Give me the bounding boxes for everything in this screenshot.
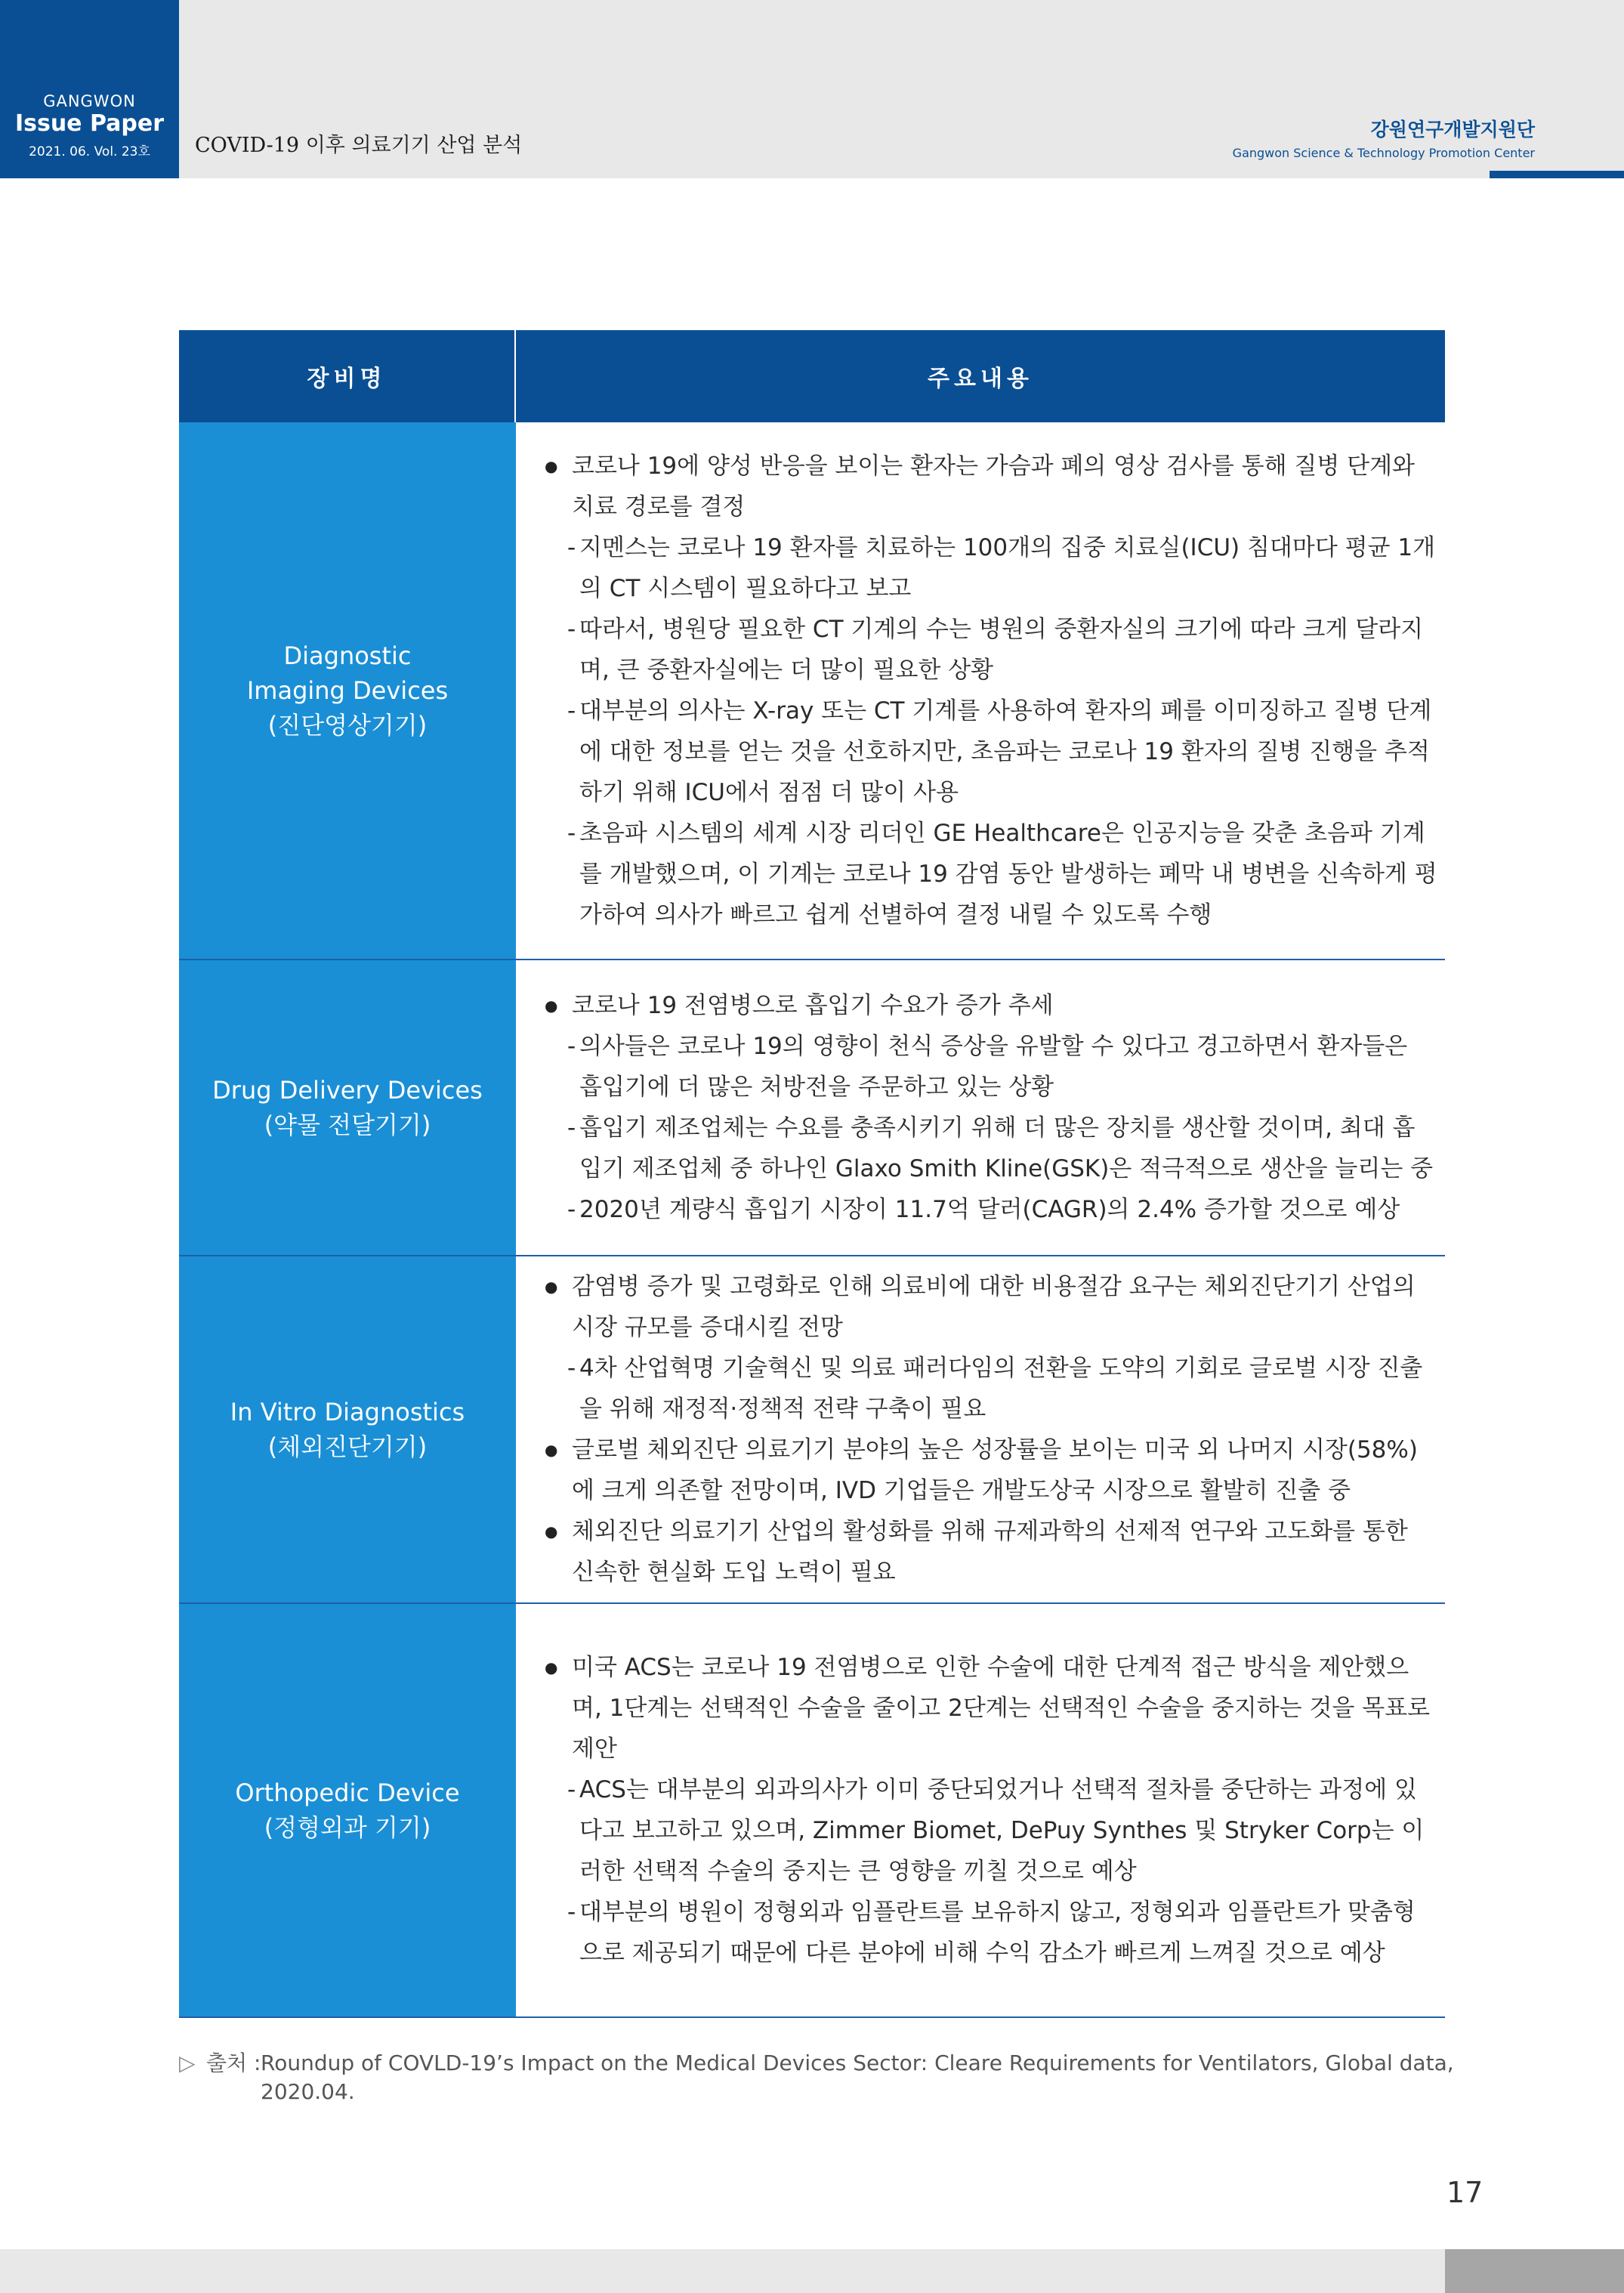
device-table <box>179 330 1445 2018</box>
sub-item: - 4차 산업혁명 기술혁신 및 의료 패러다임의 전환을 도약의 기회로 글로벌 시장 진출을 위해 재정적·정책적 전략 구축이 필요 <box>545 1348 1437 1429</box>
bullet-item: ● 미국 ACS는 코로나 19 전염병으로 인한 수술에 대한 단계적 접근 방식을 제안했으며, 1단계는 선택적인 수술을 줄이고 2단계는 선택적인 수술을 중지하는 것을 목표로 제안 <box>545 1647 1437 1769</box>
header-accent-bar <box>1490 171 1624 178</box>
bullet-item: ● 감염병 증가 및 고령화로 인해 의료비에 대한 비용절감 요구는 체외진단기기 산업의 시장 규모를 증대시킬 전망 <box>545 1266 1437 1348</box>
device-name-cell <box>179 1604 516 2016</box>
device-name-line: Orthopedic Device <box>235 1778 460 1807</box>
sub-item: - 초음파 시스템의 세계 시장 리더인 GE Healthcare은 인공지능을 갖춘 초음파 기계를 개발했으며, 이 기계는 코로나 19 감염 동안 발생하는 폐막 내 병변을 신속하게 평가하여 의사가 빠르고 쉽게 선별하여 결정 내릴 수 있도록 수행 <box>545 813 1437 935</box>
source-text: Roundup of COVLD-19’s Impact on the Medical Devices Sector: Cleare Requirements for Ventilators, Global data, 2020.04. <box>261 2050 1454 2104</box>
source-note <box>179 2049 1463 2106</box>
device-name-line: Drug Delivery Devices <box>212 1076 483 1105</box>
column-header-device: 장비명 <box>179 330 516 422</box>
sub-item: - 따라서, 병원당 필요한 CT 기계의 수는 병원의 중환자실의 크기에 따라 크게 달라지며, 큰 중환자실에는 더 많이 필요한 상황 <box>545 609 1437 691</box>
organization-name: 강원연구개발지원단 <box>1370 119 1535 141</box>
device-name-line: Imaging Devices <box>246 676 449 705</box>
column-header-content: 주요내용 <box>928 366 1033 392</box>
device-name-cell <box>179 422 516 959</box>
device-name-line: (약물 전달기기) <box>264 1111 431 1139</box>
sub-item: - 흡입기 제조업체는 수요를 충족시키기 위해 더 많은 장치를 생산할 것이며, 최대 흡입기 제조업체 중 하나인 Glaxo Smith Kline(GSK)은 적극적으로 생산을 늘리는 중 <box>545 1108 1437 1189</box>
bullet-item: ● 코로나 19에 양성 반응을 보이는 환자는 가슴과 폐의 영상 검사를 통해 질병 단계와 치료 경로를 결정 <box>545 446 1437 527</box>
table-row <box>179 422 1445 960</box>
device-name-line: (체외진단기기) <box>267 1432 428 1461</box>
badge-title: Issue Paper <box>14 110 165 137</box>
sub-item: - 대부분의 의사는 X-ray 또는 CT 기계를 사용하여 환자의 폐를 이미징하고 질병 단계에 대한 정보를 얻는 것을 선호하지만, 초음파는 코로나 19 환자의 질병 진행을 추적하기 위해 ICU에서 점점 더 많이 사용 <box>545 691 1437 813</box>
content-cell <box>516 1256 1445 1602</box>
content-cell <box>516 1604 1445 2016</box>
badge-region: GANGWON <box>43 92 136 110</box>
device-name-line: (정형외과 기기) <box>264 1813 431 1842</box>
source-label: 출처 : <box>206 2050 261 2075</box>
document-title: COVID-19 이후 의료기기 산업 분석 <box>195 134 523 157</box>
table-row <box>179 960 1445 1256</box>
content-cell <box>516 422 1445 959</box>
table-row <box>179 1604 1445 2018</box>
device-name-cell <box>179 1256 516 1602</box>
device-name-cell <box>179 960 516 1255</box>
footer-bar-accent <box>1445 2249 1624 2293</box>
triangle-marker-icon: ▷ <box>179 2050 196 2075</box>
badge-issue: 2021. 06. Vol. 23호 <box>29 144 150 159</box>
table-row <box>179 1256 1445 1604</box>
bullet-item: ● 코로나 19 전염병으로 흡입기 수요가 증가 추세 <box>545 985 1437 1026</box>
device-name-line: In Vitro Diagnostics <box>230 1398 465 1426</box>
sub-item: - 2020년 계량식 흡입기 시장이 11.7억 달러(CAGR)의 2.4% 증가할 것으로 예상 <box>545 1189 1437 1230</box>
page-number: 17 <box>1446 2176 1484 2209</box>
device-name-line: Diagnostic <box>283 641 412 670</box>
sub-item: - 대부분의 병원이 정형외과 임플란트를 보유하지 않고, 정형외과 임플란트가 맞춤형으로 제공되기 때문에 다른 분야에 비해 수익 감소가 빠르게 느껴질 것으로 예상 <box>545 1892 1437 1973</box>
bullet-item: ● 체외진단 의료기기 산업의 활성화를 위해 규제과학의 선제적 연구와 고도화를 통한 신속한 현실화 도입 노력이 필요 <box>545 1511 1437 1593</box>
issue-paper-badge <box>0 0 179 178</box>
organization-name-en: Gangwon Science & Technology Promotion Center <box>1232 146 1535 160</box>
content-cell <box>516 960 1445 1255</box>
footer-bar <box>0 2249 1445 2293</box>
sub-item: - ACS는 대부분의 외과의사가 이미 중단되었거나 선택적 절차를 중단하는 과정에 있다고 보고하고 있으며, Zimmer Biomet, DePuy Synthes 및 Stryker Corp는 이러한 선택적 수술의 중지는 큰 영향을 끼칠 것으로 예상 <box>545 1769 1437 1892</box>
table-header <box>179 330 1445 422</box>
sub-item: - 지멘스는 코로나 19 환자를 치료하는 100개의 집중 치료실(ICU) 침대마다 평균 1개의 CT 시스템이 필요하다고 보고 <box>545 527 1437 609</box>
page-header <box>0 0 1624 178</box>
device-name-line: (진단영상기기) <box>267 711 428 740</box>
sub-item: - 의사들은 코로나 19의 영향이 천식 증상을 유발할 수 있다고 경고하면서 환자들은 흡입기에 더 많은 처방전을 주문하고 있는 상황 <box>545 1026 1437 1108</box>
bullet-item: ● 글로벌 체외진단 의료기기 분야의 높은 성장률을 보이는 미국 외 나머지 시장(58%)에 크게 의존할 전망이며, IVD 기업들은 개발도상국 시장으로 활발히 진출 중 <box>545 1429 1437 1511</box>
